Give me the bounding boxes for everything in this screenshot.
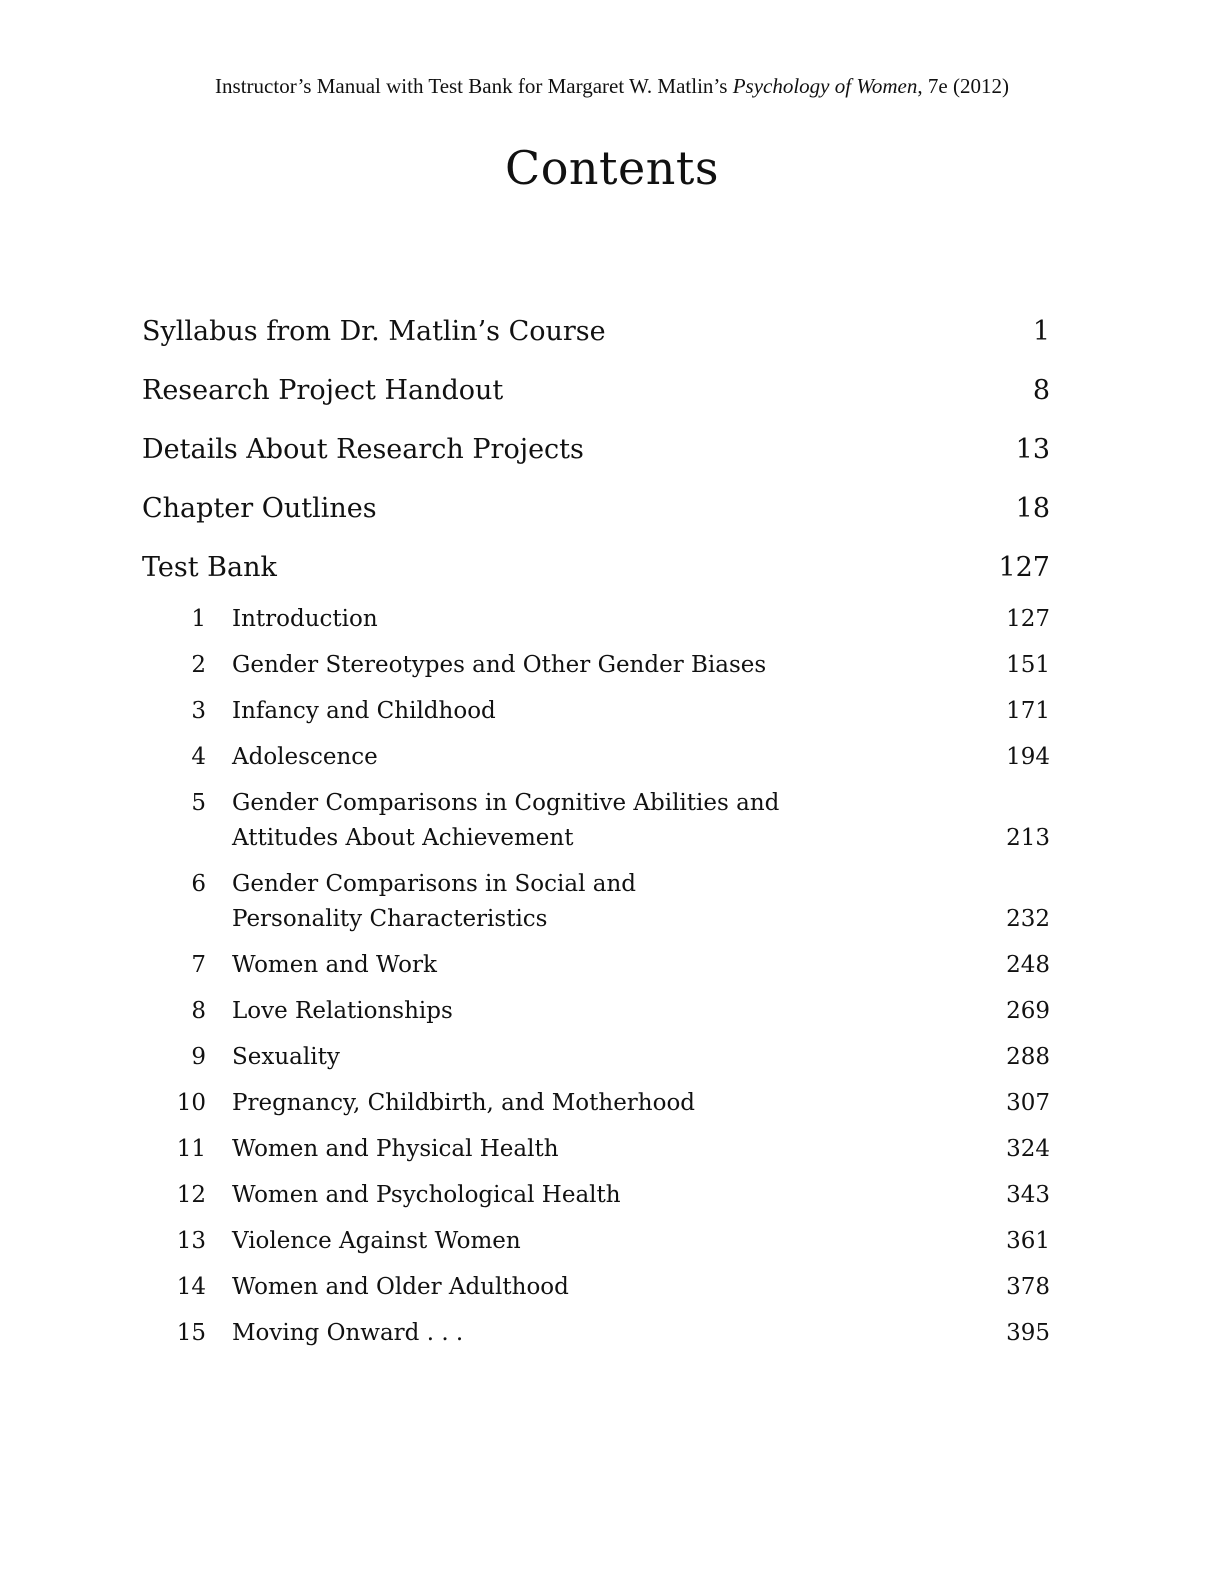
toc-chapter-entry[interactable]: [142, 1265, 1054, 1311]
toc-chapter-title: [232, 1132, 872, 1167]
toc-chapter-title-line: Gender Comparisons in Cognitive Abilities and: [232, 790, 780, 816]
toc-entry[interactable]: [142, 420, 1054, 479]
toc-entry[interactable]: [142, 361, 1054, 420]
toc-chapter-title-line: Sexuality: [232, 1044, 340, 1070]
toc-chapter-title-line: Women and Work: [232, 952, 437, 978]
running-header-suffix: , 7e (2012): [917, 74, 1009, 98]
toc-chapter-title-line: Attitudes About Achievement: [232, 825, 574, 851]
toc-chapter-page: 307: [1006, 1090, 1050, 1116]
toc-chapter-title: [232, 1270, 872, 1305]
toc-chapter-number: 13: [176, 1228, 206, 1254]
toc-entry-title: Syllabus from Dr. Matlin’s Course: [142, 316, 606, 347]
running-header: [0, 72, 1224, 100]
toc-chapter-title-line: Infancy and Childhood: [232, 698, 496, 724]
toc-chapter-number: 4: [191, 744, 206, 770]
toc-chapter-title-line: Love Relationships: [232, 998, 453, 1024]
toc-entry-title: Test Bank: [142, 552, 277, 583]
toc-chapter-title-line: Gender Comparisons in Social and: [232, 871, 637, 897]
toc-chapter-entry[interactable]: [142, 862, 1054, 943]
toc-chapter-page: 248: [1006, 952, 1050, 978]
toc-chapter-page: 151: [1006, 652, 1050, 678]
toc-chapter-title: [232, 948, 872, 983]
toc-chapter-title-line: Introduction: [232, 606, 378, 632]
toc-chapter-number: 10: [176, 1090, 206, 1116]
toc-chapter-entry[interactable]: [142, 989, 1054, 1035]
toc-chapter-entry[interactable]: [142, 1081, 1054, 1127]
toc-entry[interactable]: [142, 538, 1054, 597]
toc-chapter-entry[interactable]: [142, 1311, 1054, 1357]
toc-entry[interactable]: [142, 479, 1054, 538]
toc-chapter-number: 3: [191, 698, 206, 724]
toc-entry-title: Research Project Handout: [142, 375, 504, 406]
toc-chapter-title: [232, 694, 872, 729]
toc-chapter-page: 194: [1006, 744, 1050, 770]
toc-chapter-title-line: Women and Older Adulthood: [232, 1274, 569, 1300]
toc-chapter-number: 6: [191, 871, 206, 897]
toc-chapter-title-line: Moving Onward . . .: [232, 1320, 464, 1346]
toc-chapter-title: [232, 867, 872, 937]
toc-main-entries: [142, 302, 1054, 597]
toc-chapter-title: [232, 740, 872, 775]
toc-chapter-title-line: Gender Stereotypes and Other Gender Biases: [232, 652, 767, 678]
toc-chapter-entry[interactable]: [142, 943, 1054, 989]
toc-chapter-page: 378: [1006, 1274, 1050, 1300]
toc-chapter-page: 213: [1006, 825, 1050, 851]
toc-chapter-title: [232, 1178, 872, 1213]
toc-chapter-page: 171: [1006, 698, 1050, 724]
toc-chapter-entry[interactable]: [142, 781, 1054, 862]
toc-chapter-title: [232, 1224, 872, 1259]
table-of-contents: [142, 302, 1054, 1357]
toc-chapter-number: 2: [191, 652, 206, 678]
toc-entry-page: 18: [1015, 493, 1050, 524]
toc-chapter-number: 9: [191, 1044, 206, 1070]
toc-chapter-number: 11: [176, 1136, 206, 1162]
toc-entry-page: 1: [1032, 316, 1050, 347]
toc-chapter-entry[interactable]: [142, 1219, 1054, 1265]
toc-entry-title: Details About Research Projects: [142, 434, 584, 465]
toc-chapter-number: 1: [191, 606, 206, 632]
toc-chapter-title: [232, 1086, 872, 1121]
toc-entry-page: 127: [998, 552, 1050, 583]
running-header-prefix: Instructor’s Manual with Test Bank for Margaret W. Matlin’s: [215, 74, 733, 98]
toc-chapter-number: 12: [176, 1182, 206, 1208]
toc-chapter-page: 395: [1006, 1320, 1050, 1346]
toc-entry-page: 13: [1015, 434, 1050, 465]
toc-chapter-number: 8: [191, 998, 206, 1024]
toc-chapter-title-line: Women and Psychological Health: [232, 1182, 621, 1208]
toc-chapter-title: [232, 786, 872, 856]
toc-chapter-entry[interactable]: [142, 1173, 1054, 1219]
toc-chapter-entry[interactable]: [142, 597, 1054, 643]
toc-chapter-title-line: Violence Against Women: [232, 1228, 521, 1254]
toc-chapter-title-line: Women and Physical Health: [232, 1136, 559, 1162]
toc-chapter-number: 7: [191, 952, 206, 978]
toc-chapter-title: [232, 1316, 872, 1351]
toc-chapter-title-line: Pregnancy, Childbirth, and Motherhood: [232, 1090, 696, 1116]
toc-chapter-list: [142, 597, 1054, 1357]
toc-chapter-page: 288: [1006, 1044, 1050, 1070]
toc-chapter-number: 14: [176, 1274, 206, 1300]
toc-entry-title: Chapter Outlines: [142, 493, 377, 524]
toc-chapter-page: 127: [1006, 606, 1050, 632]
toc-chapter-entry[interactable]: [142, 735, 1054, 781]
toc-chapter-title: [232, 1040, 872, 1075]
toc-chapter-page: 324: [1006, 1136, 1050, 1162]
toc-chapter-page: 232: [1006, 906, 1050, 932]
toc-entry-page: 8: [1032, 375, 1050, 406]
toc-chapter-number: 5: [191, 790, 206, 816]
toc-chapter-page: 343: [1006, 1182, 1050, 1208]
toc-chapter-entry[interactable]: [142, 643, 1054, 689]
toc-chapter-entry[interactable]: [142, 1127, 1054, 1173]
toc-chapter-number: 15: [176, 1320, 206, 1346]
toc-chapter-title-line: Adolescence: [232, 744, 378, 770]
toc-entry[interactable]: [142, 302, 1054, 361]
toc-chapter-page: 361: [1006, 1228, 1050, 1254]
toc-chapter-title: [232, 648, 872, 683]
page-title: Contents: [505, 141, 719, 195]
toc-chapter-title: [232, 602, 872, 637]
toc-chapter-title: [232, 994, 872, 1029]
toc-chapter-entry[interactable]: [142, 689, 1054, 735]
toc-chapter-entry[interactable]: [142, 1035, 1054, 1081]
toc-chapter-title-line: Personality Characteristics: [232, 906, 548, 932]
toc-chapter-page: 269: [1006, 998, 1050, 1024]
running-header-book-title: Psychology of Women: [732, 74, 918, 98]
